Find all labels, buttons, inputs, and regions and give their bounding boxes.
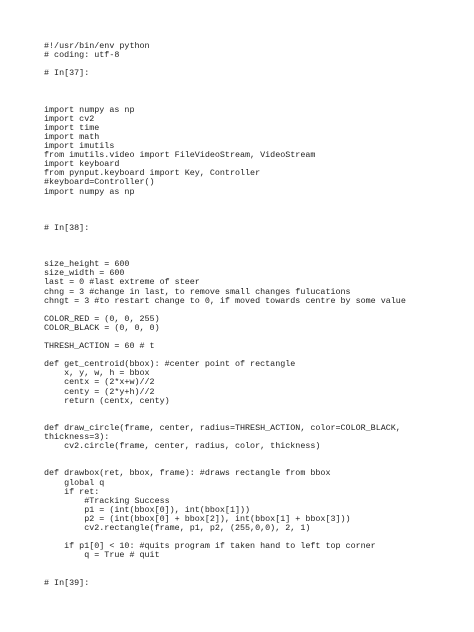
blank-line xyxy=(44,78,464,87)
code-line: import keyboard xyxy=(44,159,120,170)
code-line: # In[39]: xyxy=(44,577,90,588)
code-line: centy = (2*y+h)//2 xyxy=(44,386,155,397)
blank-line xyxy=(44,206,464,215)
code-line: chngt = 3 #to restart change to 0, if moved towards centre by some value xyxy=(44,295,406,306)
blank-line xyxy=(44,197,464,206)
code-line: def drawbox(ret, bbox, frame): #draws rectangle from bbox xyxy=(44,468,331,479)
code-line: def draw_circle(frame, center, radius=THRESH_ACTION, color=COLOR_BLACK, xyxy=(44,422,401,433)
code-line: size_height = 600 xyxy=(44,259,130,270)
blank-line xyxy=(44,406,464,415)
code-line: q = True # quit xyxy=(44,550,160,561)
code-line: return (centx, centy) xyxy=(44,395,170,406)
code-line: last = 0 #last extreme of steer xyxy=(44,277,200,288)
blank-line xyxy=(44,560,464,569)
code-line: global q xyxy=(44,477,105,488)
code-line: #Tracking Success xyxy=(44,495,170,506)
code-line: import numpy as np xyxy=(44,104,135,115)
code-line: import time xyxy=(44,122,100,133)
code-line: cv2.rectangle(frame, p1, p2, (255,0,0), 2, 1) xyxy=(44,522,311,533)
code-line: x, y, w, h = bbox xyxy=(44,368,150,379)
code-line: COLOR_RED = (0, 0, 255) xyxy=(44,313,160,324)
python-source-code xyxy=(44,42,464,588)
code-line: thickness=3): xyxy=(44,432,110,443)
code-line: import imutils xyxy=(44,141,115,152)
blank-line xyxy=(44,451,464,460)
code-line: COLOR_BLACK = (0, 0, 0) xyxy=(44,322,160,333)
code-line: def get_centroid(bbox): #center point of rectangle xyxy=(44,359,296,370)
code-line: if ret: xyxy=(44,486,100,497)
code-line: from pynput.keyboard import Key, Controller xyxy=(44,168,261,179)
code-line: import cv2 xyxy=(44,113,95,124)
code-line: # In[38]: xyxy=(44,222,90,233)
blank-line xyxy=(44,569,464,578)
code-line: # In[37]: xyxy=(44,68,90,79)
code-line: import math xyxy=(44,131,100,142)
code-line: size_width = 600 xyxy=(44,268,125,279)
code-line: if p1[0] < 10: #quits program if taken hand to left top corner xyxy=(44,541,376,552)
code-line: p1 = (int(bbox[0]), int(bbox[1])) xyxy=(44,504,251,515)
code-line: #!/usr/bin/env python xyxy=(44,41,150,51)
code-line: #keyboard=Controller() xyxy=(44,177,155,188)
code-line: # coding: utf-8 xyxy=(44,50,120,61)
blank-line xyxy=(44,60,464,69)
code-line: chng = 3 #change in last, to remove small changes fulucations xyxy=(44,286,351,297)
blank-line xyxy=(44,242,464,251)
blank-line xyxy=(44,233,464,242)
code-line: cv2.circle(frame, center, radius, color, thickness) xyxy=(44,441,321,452)
code-line: p2 = (int(bbox[0] + bbox[2]), int(bbox[1] + bbox[3])) xyxy=(44,513,351,524)
code-line: import numpy as np xyxy=(44,186,135,197)
code-line: centx = (2*x+w)//2 xyxy=(44,377,155,388)
code-line: THRESH_ACTION = 60 # t xyxy=(44,341,155,352)
code-line: from imutils.video import FileVideoStream, VideoStream xyxy=(44,150,316,161)
blank-line xyxy=(44,87,464,96)
blank-line xyxy=(44,215,464,224)
